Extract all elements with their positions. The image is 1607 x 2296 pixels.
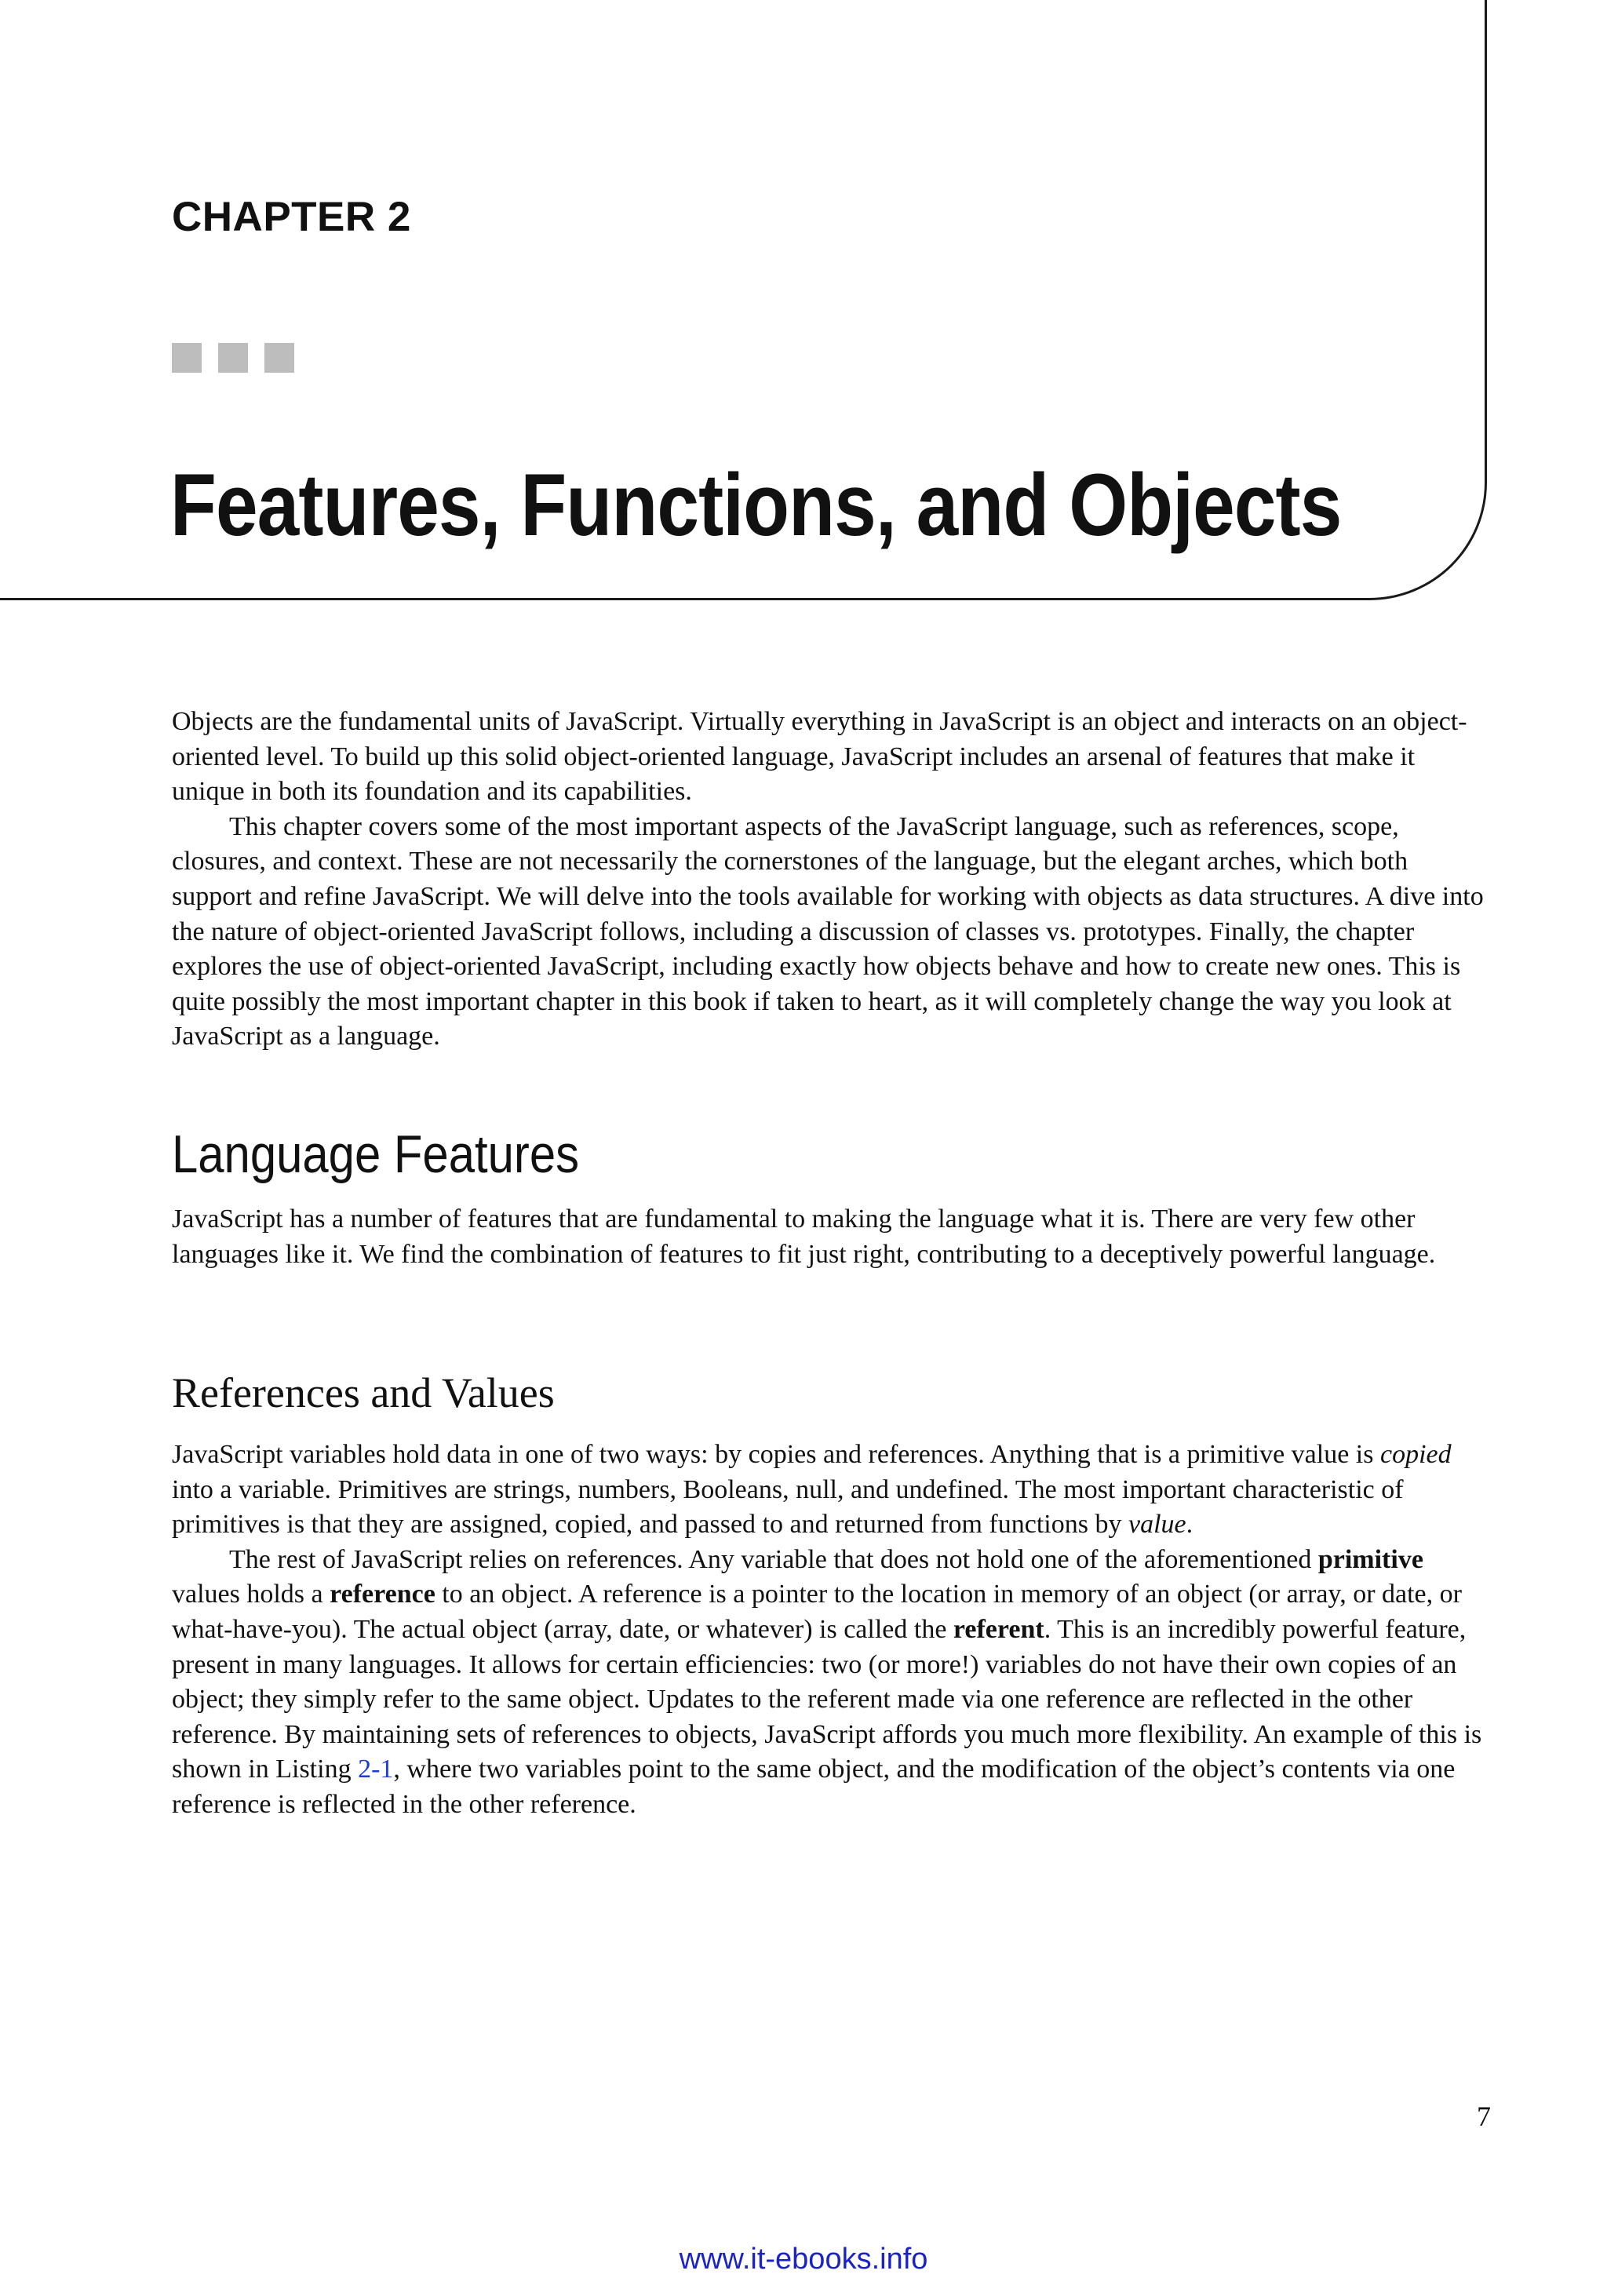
intro-text [172, 705, 1490, 1055]
subsection-heading-references-values: References and Values [172, 1369, 555, 1416]
references-values-text [172, 1438, 1490, 1823]
language-features-text [172, 1202, 1490, 1272]
intro-paragraph-1: Objects are the fundamental units of JavaScript. Virtually everything in JavaScript is an object and interacts on an object-oriented level. To build up this solid object-oriented language, JavaScript includes an arsenal of features that make it unique in both its foundation and its capabilities. [172, 707, 1467, 807]
ornament-square [264, 343, 294, 373]
text-run: to an object. A reference is a pointer to the location in memory of an object (or array, or date, or what-have-you). The actual object (array, date, or whatever) is called the [172, 1580, 1462, 1644]
intro-paragraph-2: This chapter covers some of the most important aspects of the JavaScript language, such as references, scope, closures, and context. These are not necessarily the cornerstones of the language, but the elegant arches, which both support and refine JavaScript. We will delve into the tools available for working with objects as data structures. A dive into the nature of object-oriented JavaScript follows, including a discussion of classes vs. prototypes. Finally, the chapter explores the use of object-oriented JavaScript, including exactly how objects behave and how to create new ones. This is quite possibly the most important chapter in this book if taken to heart, as it will completely change the way you look at JavaScript as a language. [172, 811, 1484, 1051]
chapter-label: CHAPTER 2 [172, 194, 411, 240]
text-run: . [1186, 1510, 1193, 1540]
section-heading-language-features: Language Features [172, 1124, 580, 1184]
ornament-square [172, 343, 202, 373]
text-run: , where two variables point to the same object, and the modification of the object’s contents via one reference is reflected in the other reference. [172, 1755, 1456, 1819]
chapter-ornament [172, 343, 294, 373]
text-run: JavaScript variables hold data in one of two ways: by copies and references. Anything that is a primitive value is [172, 1440, 1380, 1469]
language-features-paragraph: JavaScript has a number of features that are fundamental to making the language what it is. There are very few other languages like it. We find the combination of features to fit just right, contributing to a deceptively powerful language. [172, 1204, 1436, 1269]
term-referent: referent [953, 1614, 1044, 1644]
emphasis-value: value [1128, 1510, 1186, 1540]
page-number: 7 [1477, 2101, 1491, 2132]
term-primitive: primitive [1317, 1544, 1423, 1574]
references-paragraph-1 [172, 1438, 1490, 1543]
chapter-title: Features, Functions, and Objects [170, 456, 1342, 554]
text-run: The rest of JavaScript relies on references. Any variable that does not hold one of the aforementioned [229, 1544, 1318, 1574]
text-run: into a variable. Primitives are strings, numbers, Booleans, null, and undefined. The most important characteristic of primitives is that they are assigned, copied, and passed to and returned from functions by [172, 1474, 1404, 1540]
emphasis-copied: copied [1379, 1440, 1452, 1469]
term-reference: reference [330, 1580, 435, 1609]
text-run: values holds a [172, 1580, 330, 1609]
footer-url-link[interactable]: www.it-ebooks.info [679, 2243, 928, 2276]
text-run: . This is an incredibly powerful feature, present in many languages. It allows for certain efficiencies: two (or more!) variables do not have their own copies of an object; they simply refer to the same object. Updates to the referent made via one reference are reflected in the other reference. By maintaining sets of references to objects, JavaScript affords you much more flexibility. An example of this is shown in Listing [172, 1614, 1482, 1784]
references-paragraph-2 [172, 1543, 1490, 1823]
listing-link[interactable]: 2-1 [358, 1755, 394, 1784]
ornament-square [218, 343, 248, 373]
